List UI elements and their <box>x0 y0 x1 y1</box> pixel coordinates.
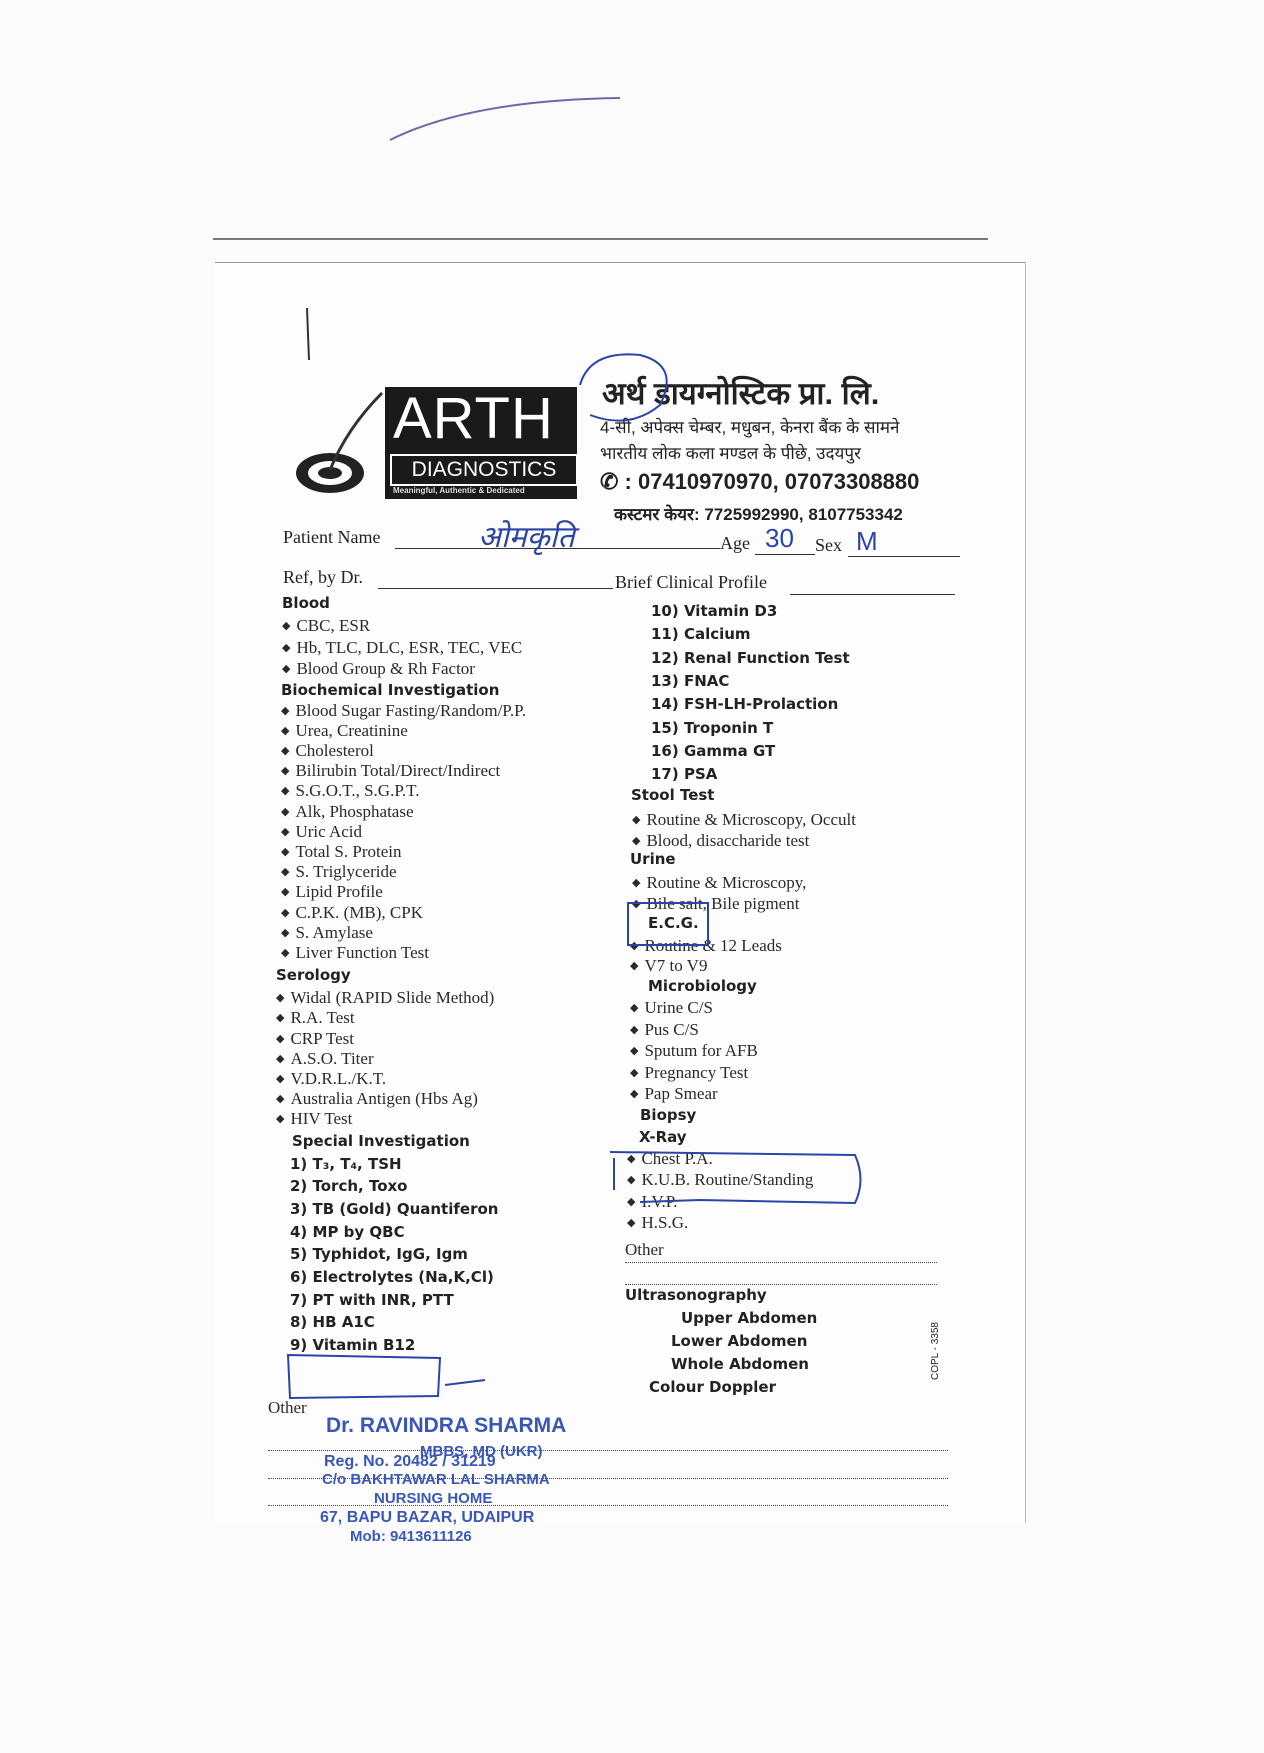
section-ultrasonography-text: Ultrasonography <box>625 1286 767 1304</box>
bullet-icon: ◆ <box>281 866 290 879</box>
sex-value: M <box>856 526 878 556</box>
bullet-icon: ◆ <box>281 704 290 717</box>
bullet-icon: ◆ <box>281 724 290 737</box>
bullet-icon: ◆ <box>627 1174 636 1187</box>
special-item-text: 1) T₃, T₄, TSH <box>290 1154 402 1173</box>
bullet-icon: ◆ <box>281 845 290 858</box>
bullet-icon: ◆ <box>276 1032 285 1045</box>
test-item-text: CRP Test <box>290 1028 354 1048</box>
test-item-text: Routine & Microscopy, Occult <box>646 810 856 830</box>
other-line-3 <box>268 1505 948 1506</box>
bullet-icon: ◆ <box>276 1012 285 1025</box>
special-item-text: 13) FNAC <box>651 671 730 690</box>
test-item-text: Uric Acid <box>295 821 363 841</box>
bullet-icon: ◆ <box>630 1002 639 1015</box>
test-item-text: V7 to V9 <box>644 956 708 976</box>
section-stool-text: Stool Test <box>631 786 715 805</box>
stamp-address: 67, BAPU BAZAR, UDAIPUR <box>320 1509 535 1526</box>
special-item-text: 9) Vitamin B12 <box>290 1336 416 1355</box>
test-item-text: C.P.K. (MB), CPK <box>295 902 424 922</box>
special-item-text: 8) HB A1C <box>290 1313 375 1332</box>
other-line-1 <box>268 1450 948 1451</box>
stamp-co: C/o BAKHTAWAR LAL SHARMA <box>322 1471 550 1488</box>
bullet-icon: ◆ <box>281 825 290 838</box>
usg-item-text: Lower Abdomen <box>671 1332 808 1350</box>
test-item-text: S. Amylase <box>295 922 373 942</box>
special-item-text: 6) Electrolytes (Na,K,Cl) <box>290 1268 494 1286</box>
test-item-text: I.V.P. <box>641 1191 678 1211</box>
special-item-text: 2) Torch, Toxo <box>290 1177 408 1196</box>
special-item-text: 4) MP by QBC <box>290 1222 405 1241</box>
test-item-text: K.U.B. Routine/Standing <box>641 1170 814 1190</box>
bullet-icon: ◆ <box>281 926 290 939</box>
logo-title: ARTH <box>393 386 554 451</box>
right-other-line-1 <box>625 1262 937 1263</box>
other-label-text: Other <box>625 1240 664 1259</box>
other-label-text: Other <box>268 1398 307 1417</box>
section-ecg-text: E.C.G. <box>648 914 699 933</box>
section-urine-text: Urine <box>630 850 676 869</box>
bullet-icon: ◆ <box>281 906 290 919</box>
test-item-text: Blood Group & Rh Factor <box>296 659 475 678</box>
bullet-icon: ◆ <box>281 886 290 899</box>
bullet-icon: ◆ <box>627 1195 636 1208</box>
stamp-mobile: Mob: 9413611126 <box>350 1528 472 1545</box>
bullet-icon: ◆ <box>627 1152 636 1165</box>
test-item-text: Pap Smear <box>644 1084 718 1104</box>
bullet-icon: ◆ <box>630 1066 639 1079</box>
bullet-icon: ◆ <box>627 1217 636 1230</box>
age-label: Age <box>720 533 750 553</box>
stamp-doctor-name: Dr. RAVINDRA SHARMA <box>326 1414 567 1437</box>
special-item-text: 5) Typhidot, IgG, Igm <box>290 1245 468 1264</box>
logo-tagline: Meaningful, Authentic & Dedicated <box>393 486 525 495</box>
test-item-text: Alk, Phosphatase <box>295 801 414 821</box>
bullet-icon: ◆ <box>630 940 639 953</box>
test-item-text: S. Triglyceride <box>295 862 397 882</box>
test-item-text: CBC, ESR <box>296 616 371 635</box>
patient-name-value: ओमकृति <box>478 521 575 554</box>
section-xray-text: X-Ray <box>639 1127 687 1146</box>
test-item-text: Routine & Microscopy, <box>646 873 807 893</box>
test-item-text: Blood, disaccharide test <box>646 831 810 851</box>
test-item-text: Pus C/S <box>644 1019 699 1039</box>
test-item-text: V.D.R.L./K.T. <box>290 1068 387 1088</box>
brief-clinical-label: Brief Clinical Profile <box>615 572 767 592</box>
company-hindi-name: अर्थ डायग्नोस्टिक प्रा. लि. <box>602 376 880 411</box>
patient-name-label: Patient Name <box>283 527 381 547</box>
special-item-text: 10) Vitamin D3 <box>651 602 778 620</box>
bullet-icon: ◆ <box>276 1113 285 1126</box>
test-item-text: HIV Test <box>290 1109 353 1129</box>
phone-numbers: ✆ : 07410970970, 07073308880 <box>600 469 920 494</box>
section-blood-text: Blood <box>282 594 330 612</box>
bullet-icon: ◆ <box>281 744 290 757</box>
bullet-icon: ◆ <box>630 1023 639 1036</box>
section-special-text: Special Investigation <box>292 1131 470 1150</box>
bullet-icon: ◆ <box>630 960 639 973</box>
special-item-text: 7) PT with INR, PTT <box>290 1290 454 1309</box>
bullet-icon: ◆ <box>276 1093 285 1106</box>
test-item-text: S.G.O.T., S.G.P.T. <box>295 781 420 801</box>
bullet-icon: ◆ <box>282 641 291 654</box>
right-other-line-2 <box>625 1284 937 1285</box>
copl-code: COPL - 3358 <box>930 1322 941 1380</box>
special-item-text: 17) PSA <box>651 765 718 784</box>
usg-item-text: Colour Doppler <box>649 1378 777 1396</box>
test-item-text: Chest P.A. <box>641 1148 713 1168</box>
usg-item-text: Upper Abdomen <box>681 1309 818 1327</box>
bullet-icon: ◆ <box>276 1052 285 1065</box>
test-item-text: Liver Function Test <box>295 942 430 962</box>
test-item-text: H.S.G. <box>641 1213 689 1233</box>
special-item-text: 14) FSH-LH-Prolaction <box>651 695 839 714</box>
ref-by-label: Ref, by Dr. <box>283 567 363 587</box>
sex-label: Sex <box>815 535 842 555</box>
bullet-icon: ◆ <box>281 765 290 778</box>
bullet-icon: ◆ <box>281 785 290 798</box>
stamp-degree: MBBS, MD (UKR) <box>420 1443 543 1460</box>
test-item-text: Sputum for AFB <box>644 1041 758 1061</box>
test-item-text: Cholesterol <box>295 740 374 760</box>
bullet-icon: ◆ <box>632 877 641 890</box>
test-item-text: Urine C/S <box>644 998 713 1018</box>
section-biochemical-text: Biochemical Investigation <box>281 680 500 699</box>
customer-care: कस्टमर केयर: 7725992990, 8107753342 <box>614 505 903 524</box>
test-item-text: Widal (RAPID Slide Method) <box>290 988 495 1008</box>
usg-item-text: Whole Abdomen <box>671 1355 809 1373</box>
bullet-icon: ◆ <box>632 835 641 848</box>
special-item-text: 16) Gamma GT <box>651 741 776 760</box>
test-item-text: Bilirubin Total/Direct/Indirect <box>295 761 501 781</box>
bullet-icon: ◆ <box>630 1088 639 1101</box>
test-item-text: Total S. Protein <box>295 841 402 861</box>
special-item-text: 12) Renal Function Test <box>651 648 850 667</box>
bullet-icon: ◆ <box>276 992 285 1005</box>
logo-subtitle: DIAGNOSTICS <box>390 454 578 486</box>
special-item-text: 15) Troponin T <box>651 718 774 737</box>
section-microbiology-text: Microbiology <box>648 977 757 996</box>
test-item-text: Blood Sugar Fasting/Random/P.P. <box>295 700 526 720</box>
test-item-text: Bile salt, Bile pigment <box>646 894 800 914</box>
section-serology-text: Serology <box>276 966 351 985</box>
test-item-text: Routine & 12 Leads <box>644 936 782 956</box>
test-item-text: Pregnancy Test <box>644 1062 749 1082</box>
special-item-text: 11) Calcium <box>651 625 751 644</box>
test-item-text: A.S.O. Titer <box>290 1048 374 1068</box>
bullet-icon: ◆ <box>632 814 641 827</box>
test-item-text: R.A. Test <box>290 1008 355 1028</box>
address-line-2: भारतीय लोक कला मण्डल के पीछे, उदयपुर <box>600 444 861 463</box>
bullet-icon: ◆ <box>632 898 641 911</box>
bullet-icon: ◆ <box>276 1072 285 1085</box>
test-item-text: Australia Antigen (Hbs Ag) <box>290 1089 478 1109</box>
bullet-icon: ◆ <box>630 1045 639 1058</box>
special-item-text: 3) TB (Gold) Quantiferon <box>290 1199 499 1218</box>
test-item-text: Hb, TLC, DLC, ESR, TEC, VEC <box>296 637 523 657</box>
bullet-icon: ◆ <box>281 946 290 959</box>
test-item-text: Lipid Profile <box>295 882 383 902</box>
stamp-home: NURSING HOME <box>374 1490 493 1507</box>
test-item-text: Urea, Creatinine <box>295 720 408 740</box>
bullet-icon: ◆ <box>281 805 290 818</box>
section-biopsy-text: Biopsy <box>640 1105 697 1124</box>
bullet-icon: ◆ <box>282 620 291 632</box>
age-value: 30 <box>765 523 794 553</box>
address-line-1: 4-सी, अपेक्स चेम्बर, मधुबन, केनरा बैंक के सामने <box>600 418 900 437</box>
stamp-reg: Reg. No. 20482 / 31219 <box>324 1453 496 1470</box>
bullet-icon: ◆ <box>282 663 291 675</box>
